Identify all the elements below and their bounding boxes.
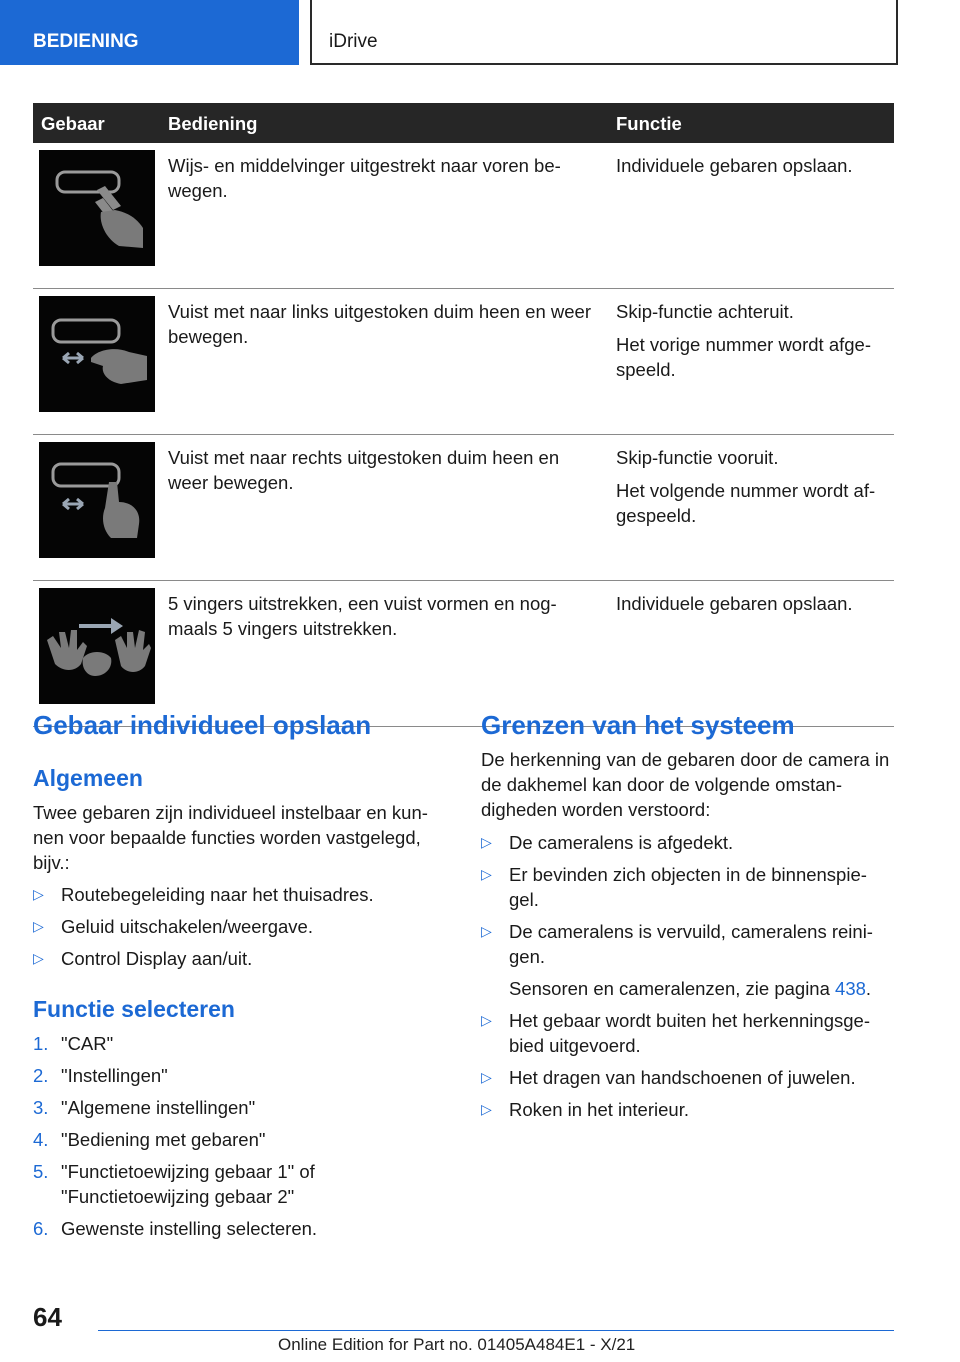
table-row (33, 435, 894, 581)
gesture-thumb-right-icon (39, 442, 155, 558)
operation-text: Vuist met naar rechts uitgestoken duim heen en weer bewegen. (168, 447, 560, 493)
list-item: ▷ De cameralens is vervuild, cameralens reini-gen. Sensoren en cameralenzen, zie pagina 438. (481, 919, 891, 1001)
list-item: ▷ Geluid uitschakelen/weergave. (33, 916, 313, 937)
list-item: ▷ Er bevinden zich objecten in de binnenspie-gel. (481, 864, 867, 910)
list-item: ▷ Het gebaar wordt buiten het herkenningsge-bied uitgevoerd. (481, 1010, 870, 1056)
table-row (33, 581, 894, 727)
step-item: 2. "Instellingen" (33, 1065, 168, 1086)
function-text: Individuele gebaren opslaan. (616, 155, 853, 176)
limits-list (481, 830, 891, 1129)
table-row (33, 289, 894, 435)
sensor-reference: Sensoren en cameralenzen, zie pagina 438. (509, 978, 872, 999)
function-text: Individuele gebaren opslaan. (616, 593, 853, 614)
function-detail: Het volgende nummer wordt af-gespeeld. (616, 480, 876, 526)
page-link[interactable]: 438 (835, 978, 866, 999)
function-detail: Het vorige nummer wordt afge-speeld. (616, 334, 871, 380)
page-number: 64 (33, 1302, 62, 1332)
function-text: Skip-functie vooruit. (616, 447, 779, 468)
function-examples-list (33, 882, 443, 978)
section-title-save-gesture: Gebaar individueel opslaan (33, 710, 372, 740)
triangle-bullet-icon: ▷ (33, 950, 44, 966)
step-item: 5. "Functietoewijzing gebaar 1" of "Functietoewijzing gebaar 2" (33, 1161, 315, 1207)
subheading-select-function: Functie selecteren (33, 996, 235, 1022)
triangle-bullet-icon: ▷ (481, 923, 492, 939)
table-header-row (33, 103, 894, 143)
header-gesture: Gebaar (33, 103, 160, 143)
general-intro: Twee gebaren zijn individueel instelbaar en kun-nen voor bepaalde functies worden vastgelegd, bijv.: (33, 802, 428, 873)
step-item: 3. "Algemene instellingen" (33, 1097, 256, 1118)
triangle-bullet-icon: ▷ (481, 1012, 492, 1028)
footer-edition: Online Edition for Part no. 01405A484E1 - X/21 (278, 1335, 636, 1354)
operation-text: Wijs- en middelvinger uitgestrekt naar voren be-wegen. (168, 155, 561, 201)
section-title-system-limits: Grenzen van het systeem (481, 710, 795, 740)
limits-intro: De herkenning van de gebaren door de camera in de dakhemel kan door de volgende omstan-digheden worden verstoord: (481, 749, 890, 820)
step-item: 1. "CAR" (33, 1033, 114, 1054)
section-tab (0, 0, 299, 65)
header-function: Functie (608, 103, 894, 143)
function-text: Skip-functie achteruit. (616, 301, 794, 322)
list-item: ▷ De cameralens is afgedekt. (481, 832, 734, 853)
triangle-bullet-icon: ▷ (481, 834, 492, 850)
gesture-two-fingers-icon (39, 150, 155, 266)
operation-text: 5 vingers uitstrekken, een vuist vormen en nog-maals 5 vingers uitstrekken. (168, 593, 557, 639)
list-item: ▷ Het dragen van handschoenen of juwelen. (481, 1067, 856, 1088)
subheading-general: Algemeen (33, 765, 143, 791)
list-item: ▷ Routebegeleiding naar het thuisadres. (33, 884, 374, 905)
triangle-bullet-icon: ▷ (481, 1101, 492, 1117)
triangle-bullet-icon: ▷ (33, 886, 44, 902)
section-title: BEDIENING (33, 31, 139, 52)
triangle-bullet-icon: ▷ (481, 866, 492, 882)
list-item: ▷ Control Display aan/uit. (33, 948, 253, 969)
gesture-table (33, 103, 894, 727)
triangle-bullet-icon: ▷ (481, 1069, 492, 1085)
footer-divider (98, 1330, 894, 1331)
step-item: 6. Gewenste instelling selecteren. (33, 1218, 318, 1239)
chapter-title: iDrive (329, 31, 378, 52)
steps-list (33, 1031, 443, 1248)
table-row (33, 143, 894, 289)
gesture-thumb-left-icon (39, 296, 155, 412)
triangle-bullet-icon: ▷ (33, 918, 44, 934)
step-item: 4. "Bediening met gebaren" (33, 1129, 266, 1150)
list-item: ▷ Roken in het interieur. (481, 1099, 689, 1120)
header-operation: Bediening (160, 103, 608, 143)
gesture-open-fist-open-icon (39, 588, 155, 704)
operation-text: Vuist met naar links uitgestoken duim heen en weer bewegen. (168, 301, 591, 347)
chapter-header (310, 0, 898, 65)
